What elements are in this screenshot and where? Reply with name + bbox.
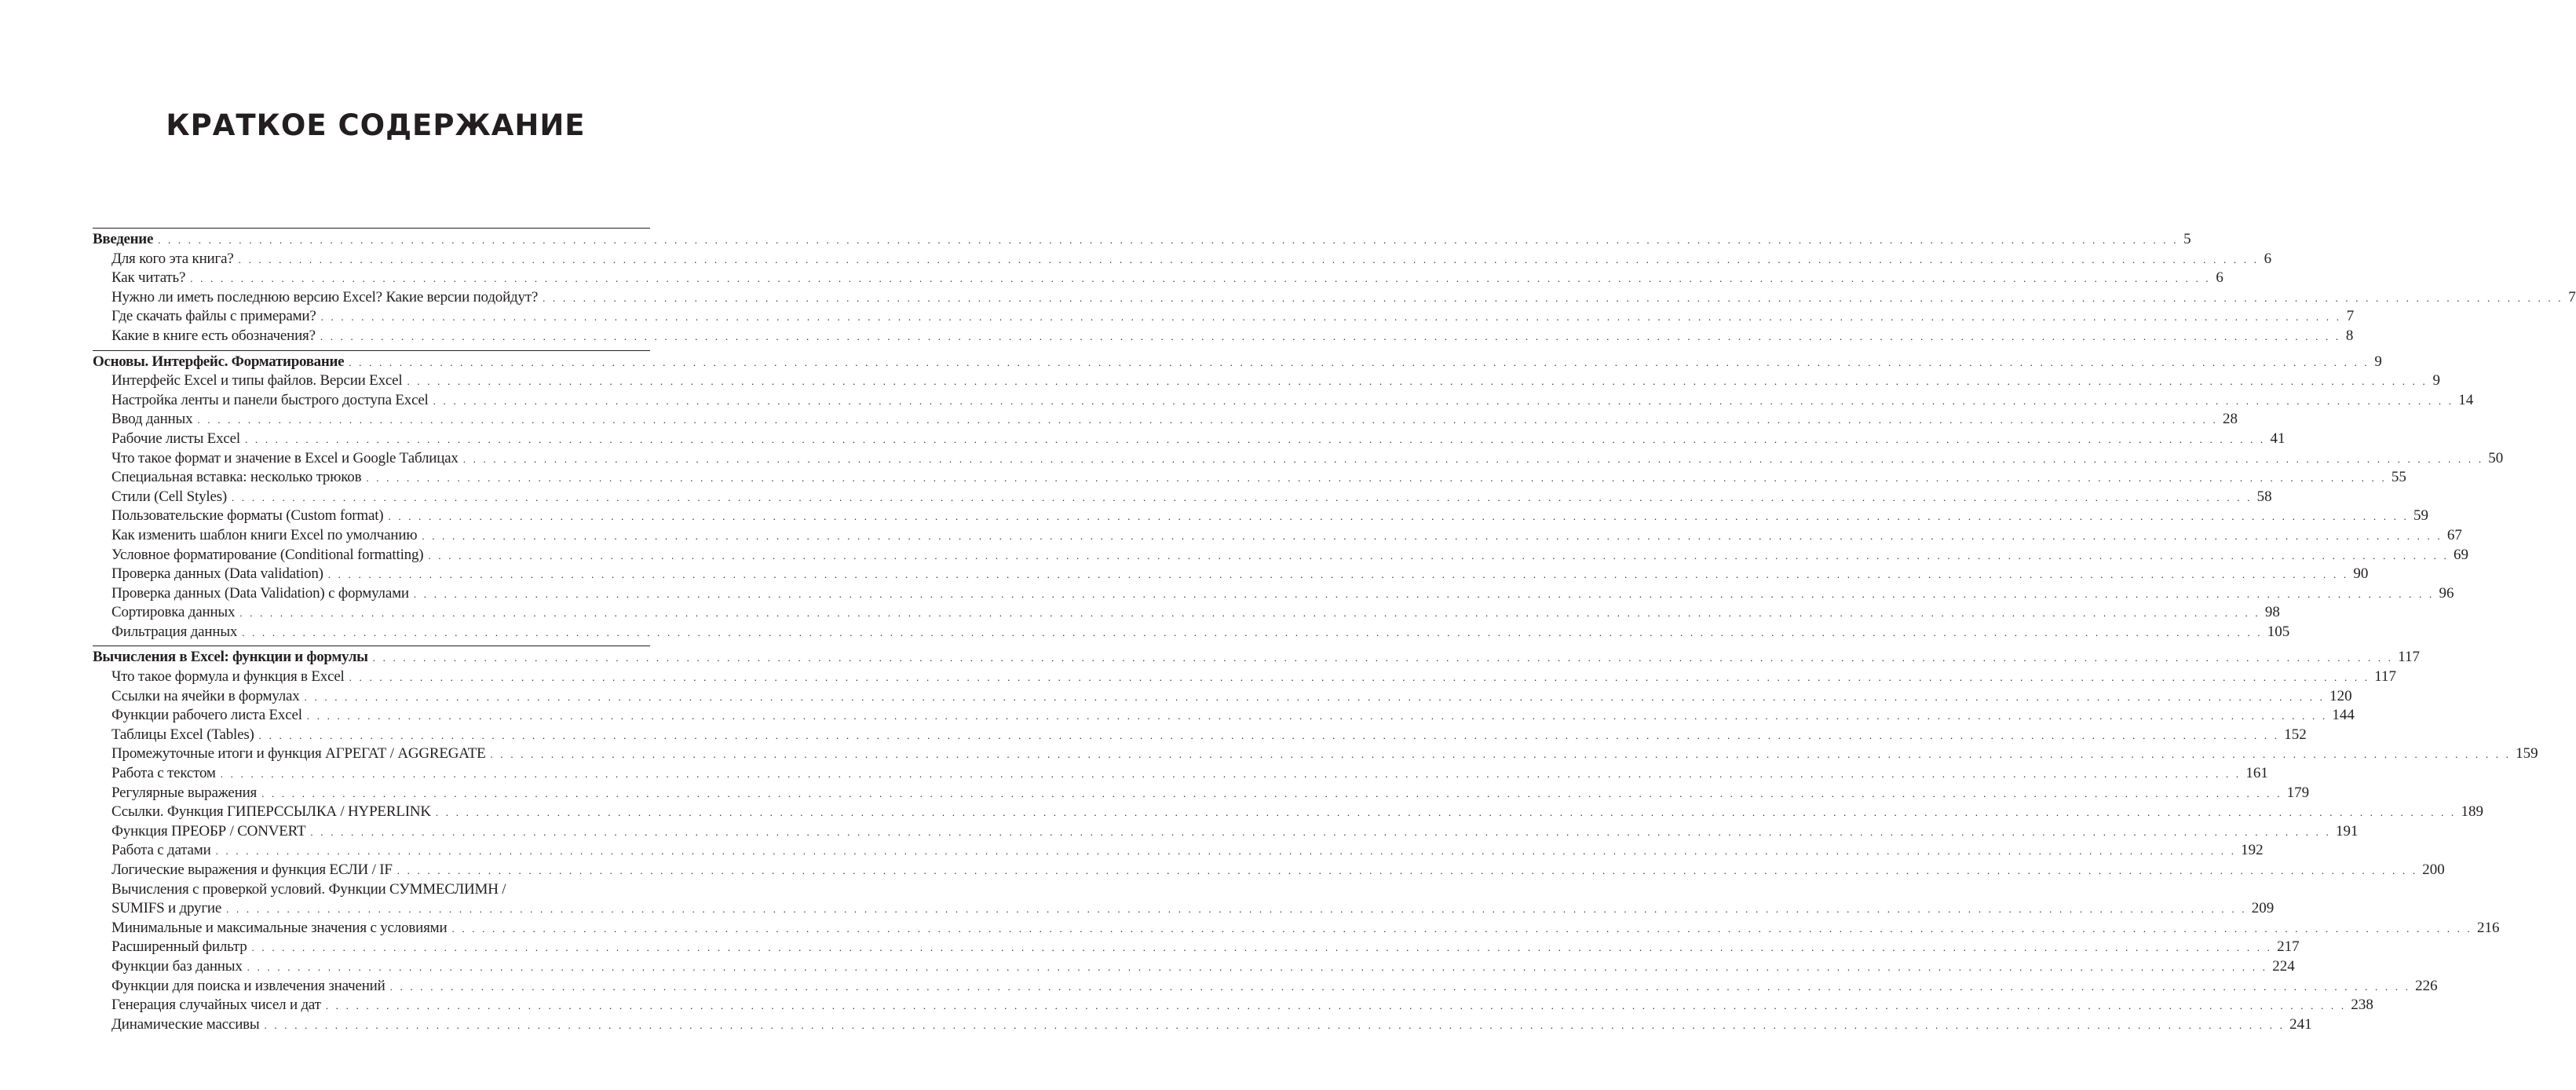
toc-entry-page: 152 — [2284, 726, 2307, 743]
toc-entry-page: 224 — [2272, 957, 2295, 975]
toc-entry[interactable] — [93, 880, 650, 900]
toc-entry-page: 9 — [2374, 353, 2382, 370]
dot-leader: . . . . . . . . . . . . . . . . . . . . . . . . . . . . . . . . . . . . . . . . . . . . . . . . . . . . . . . . . . . . . . . . . . . . . . . . . . . . . . . . . . . . . . . . . . . . . . . . . . . . . . . . . . . . . . . . . . . . . . . . . . . . . . . . . . . . . . . . . . . . . . . . . . . . . . . . . . . . . . . . . . . . . . . . . . . . . . . . . . . . . . . . . . . . . . . . . . . . . . . . — [349, 671, 2370, 684]
toc-entry-title: Где скачать файлы с примерами? — [111, 308, 316, 325]
toc-section — [93, 646, 2538, 1034]
dot-leader: . . . . . . . . . . . . . . . . . . . . . . . . . . . . . . . . . . . . . . . . . . . . . . . . . . . . . . . . . . . . . . . . . . . . . . . . . . . . . . . . . . . . . . . . . . . . . . . . . . . . . . . . . . . . . . . . . . . . . . . . . . . . . . . . . . . . . . . . . . . . . . . . . . . . . . . . . . . . . . . . . . . . . . . . . . . . . . . . . . . . . . . . . . . . . . . . . . . . . . . . — [215, 845, 2237, 858]
toc-entry[interactable] — [93, 977, 2438, 997]
toc-entry[interactable] — [93, 668, 2396, 687]
dot-leader: . . . . . . . . . . . . . . . . . . . . . . . . . . . . . . . . . . . . . . . . . . . . . . . . . . . . . . . . . . . . . . . . . . . . . . . . . . . . . . . . . . . . . . . . . . . . . . . . . . . . . . . . . . . . . . . . . . . . . . . . . . . . . . . . . . . . . . . . . . . . . . . . . . . . . . . . . . . . . . . . . . . . . . . . . . . . . . . . . . . . . . . . . . . . . . . . . . . . . . . . — [428, 549, 2449, 561]
toc-entry[interactable] — [93, 996, 2373, 1015]
toc-entry-title: Проверка данных (Data validation) — [111, 565, 323, 583]
toc-entry-title: Что такое формат и значение в Excel и Google Таблицах — [111, 449, 459, 466]
toc-section — [93, 350, 2504, 642]
dot-leader: . . . . . . . . . . . . . . . . . . . . . . . . . . . . . . . . . . . . . . . . . . . . . . . . . . . . . . . . . . . . . . . . . . . . . . . . . . . . . . . . . . . . . . . . . . . . . . . . . . . . . . . . . . . . . . . . . . . . . . . . . . . . . . . . . . . . . . . . . . . . . . . . . . . . . . . . . . . . . . . . . . . . . . . . . . . . . . . . . . . . . . . . . . . . . . . . . . . . . . . . — [251, 942, 2273, 954]
toc-entry-page: 28 — [2222, 411, 2238, 428]
toc-entry-page: 191 — [2335, 822, 2359, 839]
toc-entry-page: 161 — [2245, 765, 2268, 782]
toc-entry-page: 6 — [2264, 250, 2272, 267]
toc-entry-title: Функции для поиска и извлечения значений — [111, 977, 385, 994]
toc-entry[interactable] — [93, 919, 2500, 938]
toc-entry-page: 96 — [2439, 584, 2454, 602]
toc-entry-title: Вычисления в Excel: функции и формулы — [93, 649, 368, 666]
dot-leader: . . . . . . . . . . . . . . . . . . . . . . . . . . . . . . . . . . . . . . . . . . . . . . . . . . . . . . . . . . . . . . . . . . . . . . . . . . . . . . . . . . . . . . . . . . . . . . . . . . . . . . . . . . . . . . . . . . . . . . . . . . . . . . . . . . . . . . . . . . . . . . . . . . . . . . . . . . . . . . . . . . . . . . . . . . . . . . . . . . . . . . . . . . . . . . . . . . . . . . . . — [407, 375, 2428, 388]
toc-entry-page: 7 — [2568, 288, 2576, 305]
toc-entry-title: Функции баз данных — [111, 957, 243, 975]
toc-entry-title: Стили (Cell Styles) — [111, 488, 228, 505]
dot-leader: . . . . . . . . . . . . . . . . . . . . . . . . . . . . . . . . . . . . . . . . . . . . . . . . . . . . . . . . . . . . . . . . . . . . . . . . . . . . . . . . . . . . . . . . . . . . . . . . . . . . . . . . . . . . . . . . . . . . . . . . . . . . . . . . . . . . . . . . . . . . . . . . . . . . . . . . . . . . . . . . . . . . . . . . . . . . . . . . . . . . . . . . . . . . . . . . . . . . . . . . — [197, 414, 2218, 426]
dot-leader: . . . . . . . . . . . . . . . . . . . . . . . . . . . . . . . . . . . . . . . . . . . . . . . . . . . . . . . . . . . . . . . . . . . . . . . . . . . . . . . . . . . . . . . . . . . . . . . . . . . . . . . . . . . . . . . . . . . . . . . . . . . . . . . . . . . . . . . . . . . . . . . . . . . . . . . . . . . . . . . . . . . . . . . . . . . . . . . . . . . . . . . . . . . . . . . . . . . . . . . . — [372, 652, 2394, 664]
toc-entry-page: 9 — [2432, 372, 2440, 390]
toc-entry[interactable] — [93, 706, 2355, 726]
page-title: КРАТКОЕ СОДЕРЖАНИЕ — [166, 108, 586, 142]
dot-leader: . . . . . . . . . . . . . . . . . . . . . . . . . . . . . . . . . . . . . . . . . . . . . . . . . . . . . . . . . . . . . . . . . . . . . . . . . . . . . . . . . . . . . . . . . . . . . . . . . . . . . . . . . . . . . . . . . . . . . . . . . . . . . . . . . . . . . . . . . . . . . . . . . . . . . . . . . . . . . . . . . . . . . . . . . . . . . . . . . . . . . . . . . . . . . . . . . . . . . . . . — [433, 394, 2454, 407]
toc-entry[interactable] — [93, 565, 2369, 584]
toc-entry-title: Для кого эта книга? — [111, 250, 234, 267]
toc-entry-page: 159 — [2516, 745, 2538, 763]
toc-entry-title: Интерфейс Excel и типы файлов. Версии Excel — [111, 372, 403, 390]
dot-leader: . . . . . . . . . . . . . . . . . . . . . . . . . . . . . . . . . . . . . . . . . . . . . . . . . . . . . . . . . . . . . . . . . . . . . . . . . . . . . . . . . . . . . . . . . . . . . . . . . . . . . . . . . . . . . . . . . . . . . . . . . . . . . . . . . . . . . . . . . . . . . . . . . . . . . . . . . . . . . . . . . . . . . . . . . . . . . . . . . . . . . . . . . . . . . . . . . . . . . . . . — [220, 768, 2242, 781]
toc-entry-title: Проверка данных (Data Validation) с формулами — [111, 584, 409, 602]
toc-entry-title: Как читать? — [111, 269, 186, 287]
toc-entry-title: Функция ПРЕОБР / CONVERT — [111, 822, 306, 839]
dot-leader: . . . . . . . . . . . . . . . . . . . . . . . . . . . . . . . . . . . . . . . . . . . . . . . . . . . . . . . . . . . . . . . . . . . . . . . . . . . . . . . . . . . . . . . . . . . . . . . . . . . . . . . . . . . . . . . . . . . . . . . . . . . . . . . . . . . . . . . . . . . . . . . . . . . . . . . . . . . . . . . . . . . . . . . . . . . . . . . . . . . . . . . . . . . . . . . . . . . . . . . . — [190, 272, 2211, 285]
toc-entry[interactable] — [93, 938, 2300, 957]
toc-entry-page: 216 — [2477, 919, 2500, 936]
toc-entry[interactable] — [93, 744, 2538, 764]
toc-entry-page: 55 — [2391, 469, 2406, 486]
table-of-contents — [93, 228, 2576, 1038]
dot-leader: . . . . . . . . . . . . . . . . . . . . . . . . . . . . . . . . . . . . . . . . . . . . . . . . . . . . . . . . . . . . . . . . . . . . . . . . . . . . . . . . . . . . . . . . . . . . . . . . . . . . . . . . . . . . . . . . . . . . . . . . . . . . . . . . . . . . . . . . . . . . . . . . . . . . . . . . . . . . . . . . . . . . . . . . . . . . . . . . . . . . . . . . . . . . . . . . . . . . . . . . — [232, 491, 2253, 503]
toc-entry-title: Что такое формула и функция в Excel — [111, 668, 345, 686]
toc-entry-page: 209 — [2251, 900, 2275, 917]
dot-leader: . . . . . . . . . . . . . . . . . . . . . . . . . . . . . . . . . . . . . . . . . . . . . . . . . . . . . . . . . . . . . . . . . . . . . . . . . . . . . . . . . . . . . . . . . . . . . . . . . . . . . . . . . . . . . . . . . . . . . . . . . . . . . . . . . . . . . . . . . . . . . . . . . . . . . . . . . . . . . . . . . . . . . . . . . . . . . . . . . . . . . . . . . . . . . . . . . . . . . . . . — [261, 787, 2282, 799]
toc-section-heading[interactable] — [93, 648, 2421, 668]
toc-entry-title: Генерация случайных чисел и дат — [111, 997, 321, 1014]
toc-entry-page: 120 — [2329, 687, 2352, 704]
toc-entry-title: Какие в книге есть обозначения? — [111, 327, 316, 344]
dot-leader: . . . . . . . . . . . . . . . . . . . . . . . . . . . . . . . . . . . . . . . . . . . . . . . . . . . . . . . . . . . . . . . . . . . . . . . . . . . . . . . . . . . . . . . . . . . . . . . . . . . . . . . . . . . . . . . . . . . . . . . . . . . . . . . . . . . . . . . . . . . . . . . . . . . . . . . . . . . . . . . . . . . . . . . . . . . . . . . . . . . . . . . . . . . . . . . . . . . . . . . . — [310, 825, 2331, 838]
toc-entry-page: 7 — [2346, 308, 2355, 325]
toc-entry-page: 117 — [2398, 649, 2421, 666]
dot-leader: . . . . . . . . . . . . . . . . . . . . . . . . . . . . . . . . . . . . . . . . . . . . . . . . . . . . . . . . . . . . . . . . . . . . . . . . . . . . . . . . . . . . . . . . . . . . . . . . . . . . . . . . . . . . . . . . . . . . . . . . . . . . . . . . . . . . . . . . . . . . . . . . . . . . . . . . . . . . . . . . . . . . . . . . . . . . . . . . . . . . . . . . . . . . . . . . . . . . . . . . — [435, 807, 2457, 819]
dot-leader: . . . . . . . . . . . . . . . . . . . . . . . . . . . . . . . . . . . . . . . . . . . . . . . . . . . . . . . . . . . . . . . . . . . . . . . . . . . . . . . . . . . . . . . . . . . . . . . . . . . . . . . . . . . . . . . . . . . . . . . . . . . . . . . . . . . . . . . . . . . . . . . . . . . . . . . . . . . . . . . . . . . . . . . . . . . . . . . . . . . . . . . . . . . . . . . . . . . . . . . . — [247, 960, 2268, 973]
toc-entry-page: 238 — [2351, 997, 2373, 1014]
toc-entry[interactable] — [93, 488, 2272, 507]
dot-leader: . . . . . . . . . . . . . . . . . . . . . . . . . . . . . . . . . . . . . . . . . . . . . . . . . . . . . . . . . . . . . . . . . . . . . . . . . . . . . . . . . . . . . . . . . . . . . . . . . . . . . . . . . . . . . . . . . . . . . . . . . . . . . . . . . . . . . . . . . . . . . . . . . . . . . . . . . . . . . . . . . . . . . . . . . . . . . . . . . . . . . . . . . . . . . . . . . . . . . . . . — [320, 330, 2341, 342]
toc-entry-page: 144 — [2332, 707, 2355, 724]
dot-leader: . . . . . . . . . . . . . . . . . . . . . . . . . . . . . . . . . . . . . . . . . . . . . . . . . . . . . . . . . . . . . . . . . . . . . . . . . . . . . . . . . . . . . . . . . . . . . . . . . . . . . . . . . . . . . . . . . . . . . . . . . . . . . . . . . . . . . . . . . . . . . . . . . . . . . . . . . . . . . . . . . . . . . . . . . . . . . . . . . . . . . . . . . . . . . . . . . . . . . . . . — [327, 569, 2349, 581]
toc-entry-page: 59 — [2413, 507, 2428, 525]
toc-entry[interactable] — [93, 391, 2474, 411]
toc-entry-page: 67 — [2446, 526, 2462, 543]
toc-entry-page: 6 — [2216, 269, 2223, 287]
toc-entry-page: 192 — [2241, 842, 2264, 859]
dot-leader: . . . . . . . . . . . . . . . . . . . . . . . . . . . . . . . . . . . . . . . . . . . . . . . . . . . . . . . . . . . . . . . . . . . . . . . . . . . . . . . . . . . . . . . . . . . . . . . . . . . . . . . . . . . . . . . . . . . . . . . . . . . . . . . . . . . . . . . . . . . . . . . . . . . . . . . . . . . . . . . . . . . . . . . . . . . . . . . . . . . . . . . . . . . . . . . . . . . . . . . . — [388, 510, 2409, 523]
toc-entry-page: 8 — [2345, 327, 2354, 344]
dot-leader: . . . . . . . . . . . . . . . . . . . . . . . . . . . . . . . . . . . . . . . . . . . . . . . . . . . . . . . . . . . . . . . . . . . . . . . . . . . . . . . . . . . . . . . . . . . . . . . . . . . . . . . . . . . . . . . . . . . . . . . . . . . . . . . . . . . . . . . . . . . . . . . . . . . . . . . . . . . . . . . . . . . . . . . . . . . . . . . . . . . . . . . . . . . . . . . . . . . . . . . . — [258, 729, 2280, 741]
toc-entry-title: SUMIFS и другие — [111, 900, 222, 917]
toc-entry-title: Фильтрация данных — [111, 623, 238, 640]
toc-entry-page: 217 — [2277, 938, 2300, 956]
dot-leader: . . . . . . . . . . . . . . . . . . . . . . . . . . . . . . . . . . . . . . . . . . . . . . . . . . . . . . . . . . . . . . . . . . . . . . . . . . . . . . . . . . . . . . . . . . . . . . . . . . . . . . . . . . . . . . . . . . . . . . . . . . . . . . . . . . . . . . . . . . . . . . . . . . . . . . . . . . . . . . . . . . . . . . . . . . . . . . . . . . . . . . . . . . . . . . . . . . . . . . . . — [304, 690, 2326, 703]
toc-entry[interactable] — [93, 269, 2223, 288]
dot-leader: . . . . . . . . . . . . . . . . . . . . . . . . . . . . . . . . . . . . . . . . . . . . . . . . . . . . . . . . . . . . . . . . . . . . . . . . . . . . . . . . . . . . . . . . . . . . . . . . . . . . . . . . . . . . . . . . . . . . . . . . . . . . . . . . . . . . . . . . . . . . . . . . . . . . . . . . . . . . . . . . . . . . . . . . . . . . . . . . . . . . . . . . . . . . . . . . . . . . . . . . — [349, 356, 2370, 368]
toc-entry-page: 58 — [2256, 488, 2272, 505]
toc-entry-title: Расширенный фильтр — [111, 938, 247, 956]
dot-leader: . . . . . . . . . . . . . . . . . . . . . . . . . . . . . . . . . . . . . . . . . . . . . . . . . . . . . . . . . . . . . . . . . . . . . . . . . . . . . . . . . . . . . . . . . . . . . . . . . . . . . . . . . . . . . . . . . . . . . . . . . . . . . . . . . . . . . . . . . . . . . . . . . . . . . . . . . . . . . . . . . . . . . . . . . . . . . . . . . . . . . . . . . . . . . . . . . . . . . . . . — [320, 311, 2342, 324]
toc-entry-page: 90 — [2353, 565, 2369, 583]
toc-entry[interactable] — [93, 546, 2468, 565]
dot-leader: . . . . . . . . . . . . . . . . . . . . . . . . . . . . . . . . . . . . . . . . . . . . . . . . . . . . . . . . . . . . . . . . . . . . . . . . . . . . . . . . . . . . . . . . . . . . . . . . . . . . . . . . . . . . . . . . . . . . . . . . . . . . . . . . . . . . . . . . . . . . . . . . . . . . . . . . . . . . . . . . . . . . . . . . . . . . . . . . . . . . . . . . . . . . . . . . . . . . . . . . — [226, 903, 2247, 916]
toc-entry-title: Как изменить шаблон книги Excel по умолчанию — [111, 526, 418, 543]
toc-entry[interactable] — [93, 371, 2440, 391]
toc-entry-title: Функции рабочего листа Excel — [111, 707, 302, 724]
toc-entry-page: 117 — [2374, 668, 2396, 686]
toc-entry[interactable] — [93, 822, 2359, 842]
toc-entry[interactable] — [93, 526, 2462, 546]
dot-leader: . . . . . . . . . . . . . . . . . . . . . . . . . . . . . . . . . . . . . . . . . . . . . . . . . . . . . . . . . . . . . . . . . . . . . . . . . . . . . . . . . . . . . . . . . . . . . . . . . . . . . . . . . . . . . . . . . . . . . . . . . . . . . . . . . . . . . . . . . . . . . . . . . . . . . . . . . . . . . . . . . . . . . . . . . . . . . . . . . . . . . . . . . . . . . . . . . . . . . . . . — [244, 433, 2266, 445]
toc-entry[interactable] — [93, 468, 2406, 488]
toc-entry-title: Основы. Интерфейс. Форматирование — [93, 353, 345, 370]
toc-entry[interactable] — [93, 307, 2355, 327]
toc-entry[interactable] — [93, 584, 2454, 604]
toc-entry-page: 226 — [2415, 977, 2438, 994]
toc-entry[interactable] — [93, 449, 2504, 469]
dot-leader: . . . . . . . . . . . . . . . . . . . . . . . . . . . . . . . . . . . . . . . . . . . . . . . . . . . . . . . . . . . . . . . . . . . . . . . . . . . . . . . . . . . . . . . . . . . . . . . . . . . . . . . . . . . . . . . . . . . . . . . . . . . . . . . . . . . . . . . . . . . . . . . . . . . . . . . . . . . . . . . . . . . . . . . . . . . . . . . . . . . . . . . . . . . . . . . . . . . . . . . . — [389, 980, 2411, 993]
toc-entry[interactable] — [93, 288, 2576, 308]
toc-section-heading[interactable] — [93, 230, 2191, 250]
toc-entry-page: 50 — [2488, 449, 2504, 466]
toc-entry-continuation[interactable] — [93, 899, 2275, 919]
toc-entry-title: Работа с текстом — [111, 765, 216, 782]
toc-entry[interactable] — [93, 764, 2268, 784]
toc-entry-page: 105 — [2267, 623, 2290, 640]
dot-leader: . . . . . . . . . . . . . . . . . . . . . . . . . . . . . . . . . . . . . . . . . . . . . . . . . . . . . . . . . . . . . . . . . . . . . . . . . . . . . . . . . . . . . . . . . . . . . . . . . . . . . . . . . . . . . . . . . . . . . . . . . . . . . . . . . . . . . . . . . . . . . . . . . . . . . . . . . . . . . . . . . . . . . . . . . . . . . . . . . . . . . . . . . . . . . . . . . . . . . . . . — [239, 607, 2260, 620]
dot-leader: . . . . . . . . . . . . . . . . . . . . . . . . . . . . . . . . . . . . . . . . . . . . . . . . . . . . . . . . . . . . . . . . . . . . . . . . . . . . . . . . . . . . . . . . . . . . . . . . . . . . . . . . . . . . . . . . . . . . . . . . . . . . . . . . . . . . . . . . . . . . . . . . . . . . . . . . . . . . . . . . . . . . . . . . . . . . . . . . . . . . . . . . . . . . . . . . . . . . . . . . — [306, 710, 2328, 722]
toc-entry-page: 241 — [2289, 1015, 2312, 1033]
dot-leader: . . . . . . . . . . . . . . . . . . . . . . . . . . . . . . . . . . . . . . . . . . . . . . . . . . . . . . . . . . . . . . . . . . . . . . . . . . . . . . . . . . . . . . . . . . . . . . . . . . . . . . . . . . . . . . . . . . . . . . . . . . . . . . . . . . . . . . . . . . . . . . . . . . . . . . . . . . . . . . . . . . . . . . . . . . . . . . . . . . . . . . . . . . . . . . . . . . . . . . . . — [366, 472, 2387, 485]
toc-section-heading[interactable] — [93, 353, 2382, 372]
toc-entry-title: Нужно ли иметь последнюю версию Excel? Какие версии подойдут? — [111, 288, 539, 305]
toc-entry[interactable] — [93, 861, 2445, 880]
toc-entry-title: Введение — [93, 231, 154, 247]
toc-entry[interactable] — [93, 784, 2310, 803]
toc-entry-page: 98 — [2264, 604, 2280, 621]
dot-leader: . . . . . . . . . . . . . . . . . . . . . . . . . . . . . . . . . . . . . . . . . . . . . . . . . . . . . . . . . . . . . . . . . . . . . . . . . . . . . . . . . . . . . . . . . . . . . . . . . . . . . . . . . . . . . . . . . . . . . . . . . . . . . . . . . . . . . . . . . . . . . . . . . . . . . . . . . . . . . . . . . . . . . . . . . . . . . . . . . . . . . . . . . . . . . . . . . . . . . . . . — [451, 922, 2473, 935]
dot-leader: . . . . . . . . . . . . . . . . . . . . . . . . . . . . . . . . . . . . . . . . . . . . . . . . . . . . . . . . . . . . . . . . . . . . . . . . . . . . . . . . . . . . . . . . . . . . . . . . . . . . . . . . . . . . . . . . . . . . . . . . . . . . . . . . . . . . . . . . . . . . . . . . . . . . . . . . . . . . . . . . . . . . . . . . . . . . . . . . . . . . . . . . . . . . . . . . . . . . . . . . — [462, 452, 2484, 465]
toc-entry-title: Пользовательские форматы (Custom format) — [111, 507, 384, 525]
toc-entry-title: Вычисления с проверкой условий. Функции СУММЕСЛИМН / — [111, 880, 506, 898]
dot-leader: . . . . . . . . . . . . . . . . . . . . . . . . . . . . . . . . . . . . . . . . . . . . . . . . . . . . . . . . . . . . . . . . . . . . . . . . . . . . . . . . . . . . . . . . . . . . . . . . . . . . . . . . . . . . . . . . . . . . . . . . . . . . . . . . . . . . . . . . . . . . . . . . . . . . . . . . . . . . . . . . . . . . . . . . . . . . . . . . . . . . . . . . . . . . . . . . . . . . . . . . — [325, 1000, 2347, 1012]
toc-entry-title: Ввод данных — [111, 411, 193, 428]
dot-leader: . . . . . . . . . . . . . . . . . . . . . . . . . . . . . . . . . . . . . . . . . . . . . . . . . . . . . . . . . . . . . . . . . . . . . . . . . . . . . . . . . . . . . . . . . . . . . . . . . . . . . . . . . . . . . . . . . . . . . . . . . . . . . . . . . . . . . . . . . . . . . . . . . . . . . . . . . . . . . . . . . . . . . . . . . . . . . . . . . . . . . . . . . . . . . . . . . . . . . . . . — [490, 748, 2512, 761]
toc-entry-page: 41 — [2270, 430, 2286, 447]
toc-entry[interactable] — [93, 1015, 2312, 1035]
toc-entry-title: Регулярные выражения — [111, 784, 258, 801]
toc-entry-title: Рабочие листы Excel — [111, 430, 240, 447]
toc-entry[interactable] — [93, 841, 2264, 861]
toc-entry-title: Специальная вставка: несколько трюков — [111, 469, 362, 486]
toc-entry-page: 14 — [2458, 391, 2474, 408]
toc-entry-title: Ссылки. Функция ГИПЕРССЫЛКА / HYPERLINK — [111, 803, 431, 821]
dot-leader: . . . . . . . . . . . . . . . . . . . . . . . . . . . . . . . . . . . . . . . . . . . . . . . . . . . . . . . . . . . . . . . . . . . . . . . . . . . . . . . . . . . . . . . . . . . . . . . . . . . . . . . . . . . . . . . . . . . . . . . . . . . . . . . . . . . . . . . . . . . . . . . . . . . . . . . . . . . . . . . . . . . . . . . . . . . . . . . . . . . . . . . . . . . . . . . . . . . . . . . . — [238, 253, 2260, 265]
dot-leader: . . . . . . . . . . . . . . . . . . . . . . . . . . . . . . . . . . . . . . . . . . . . . . . . . . . . . . . . . . . . . . . . . . . . . . . . . . . . . . . . . . . . . . . . . . . . . . . . . . . . . . . . . . . . . . . . . . . . . . . . . . . . . . . . . . . . . . . . . . . . . . . . . . . . . . . . . . . . . . . . . . . . . . . . . . . . . . . . . . . . . . . . . . . . . . . . . . . . . . . . — [158, 234, 2179, 246]
toc-entry-page: 200 — [2422, 861, 2445, 878]
toc-entry[interactable] — [93, 430, 2286, 449]
toc-entry-page: 179 — [2286, 784, 2310, 801]
toc-entry[interactable] — [93, 803, 2483, 822]
toc-entry[interactable] — [93, 623, 2290, 642]
toc-entry-title: Сортировка данных — [111, 604, 236, 621]
dot-leader: . . . . . . . . . . . . . . . . . . . . . . . . . . . . . . . . . . . . . . . . . . . . . . . . . . . . . . . . . . . . . . . . . . . . . . . . . . . . . . . . . . . . . . . . . . . . . . . . . . . . . . . . . . . . . . . . . . . . . . . . . . . . . . . . . . . . . . . . . . . . . . . . . . . . . . . . . . . . . . . . . . . . . . . . . . . . . . . . . . . . . . . . . . . . . . . . . . . . . . . . — [422, 529, 2443, 542]
toc-entry-title: Логические выражения и функция ЕСЛИ / IF — [111, 861, 393, 878]
toc-entry[interactable] — [93, 507, 2428, 526]
toc-entry[interactable] — [93, 726, 2307, 745]
toc-entry[interactable] — [93, 327, 2354, 346]
toc-entry-title: Промежуточные итоги и функция АГРЕГАТ / AGGREGATE — [111, 745, 486, 763]
toc-entry[interactable] — [93, 687, 2352, 707]
dot-leader: . . . . . . . . . . . . . . . . . . . . . . . . . . . . . . . . . . . . . . . . . . . . . . . . . . . . . . . . . . . . . . . . . . . . . . . . . . . . . . . . . . . . . . . . . . . . . . . . . . . . . . . . . . . . . . . . . . . . . . . . . . . . . . . . . . . . . . . . . . . . . . . . . . . . . . . . . . . . . . . . . . . . . . . . . . . . . . . . . . . . . . . . . . . . . . . . . . . . . . . . — [396, 865, 2418, 876]
toc-entry-title: Динамические массивы — [111, 1015, 260, 1033]
toc-entry-title: Таблицы Excel (Tables) — [111, 726, 254, 743]
toc-entry[interactable] — [93, 603, 2280, 623]
dot-leader: . . . . . . . . . . . . . . . . . . . . . . . . . . . . . . . . . . . . . . . . . . . . . . . . . . . . . . . . . . . . . . . . . . . . . . . . . . . . . . . . . . . . . . . . . . . . . . . . . . . . . . . . . . . . . . . . . . . . . . . . . . . . . . . . . . . . . . . . . . . . . . . . . . . . . . . . . . . . . . . . . . . . . . . . . . . . . . . . . . . . . . . . . . . . . . . . . . . . . . . . — [543, 291, 2563, 304]
dot-leader: . . . . . . . . . . . . . . . . . . . . . . . . . . . . . . . . . . . . . . . . . . . . . . . . . . . . . . . . . . . . . . . . . . . . . . . . . . . . . . . . . . . . . . . . . . . . . . . . . . . . . . . . . . . . . . . . . . . . . . . . . . . . . . . . . . . . . . . . . . . . . . . . . . . . . . . . . . . . . . . . . . . . . . . . . . . . . . . . . . . . . . . . . . . . . . . . . . . . . . . . — [264, 1019, 2286, 1031]
toc-entry-title: Ссылки на ячейки в формулах — [111, 687, 300, 704]
toc-section — [93, 228, 2576, 346]
toc-entry[interactable] — [93, 250, 2272, 269]
dot-leader: . . . . . . . . . . . . . . . . . . . . . . . . . . . . . . . . . . . . . . . . . . . . . . . . . . . . . . . . . . . . . . . . . . . . . . . . . . . . . . . . . . . . . . . . . . . . . . . . . . . . . . . . . . . . . . . . . . . . . . . . . . . . . . . . . . . . . . . . . . . . . . . . . . . . . . . . . . . . . . . . . . . . . . . . . . . . . . . . . . . . . . . . . . . . . . . . . . . . . . . . — [413, 587, 2435, 600]
dot-leader: . . . . . . . . . . . . . . . . . . . . . . . . . . . . . . . . . . . . . . . . . . . . . . . . . . . . . . . . . . . . . . . . . . . . . . . . . . . . . . . . . . . . . . . . . . . . . . . . . . . . . . . . . . . . . . . . . . . . . . . . . . . . . . . . . . . . . . . . . . . . . . . . . . . . . . . . . . . . . . . . . . . . . . . . . . . . . . . . . . . . . . . . . . . . . . . . . . . . . . . . — [242, 626, 2263, 638]
toc-entry[interactable] — [93, 957, 2295, 977]
toc-entry[interactable] — [93, 410, 2238, 430]
toc-entry-page: 189 — [2461, 803, 2483, 821]
toc-entry-title: Минимальные и максимальные значения с условиями — [111, 919, 448, 936]
toc-entry-title: Условное форматирование (Conditional formatting) — [111, 546, 424, 563]
toc-entry-title: Работа с датами — [111, 842, 211, 859]
toc-entry-page: 69 — [2453, 546, 2468, 563]
toc-entry-title: Настройка ленты и панели быстрого доступа Excel — [111, 391, 429, 408]
toc-entry-page: 5 — [2183, 231, 2191, 247]
